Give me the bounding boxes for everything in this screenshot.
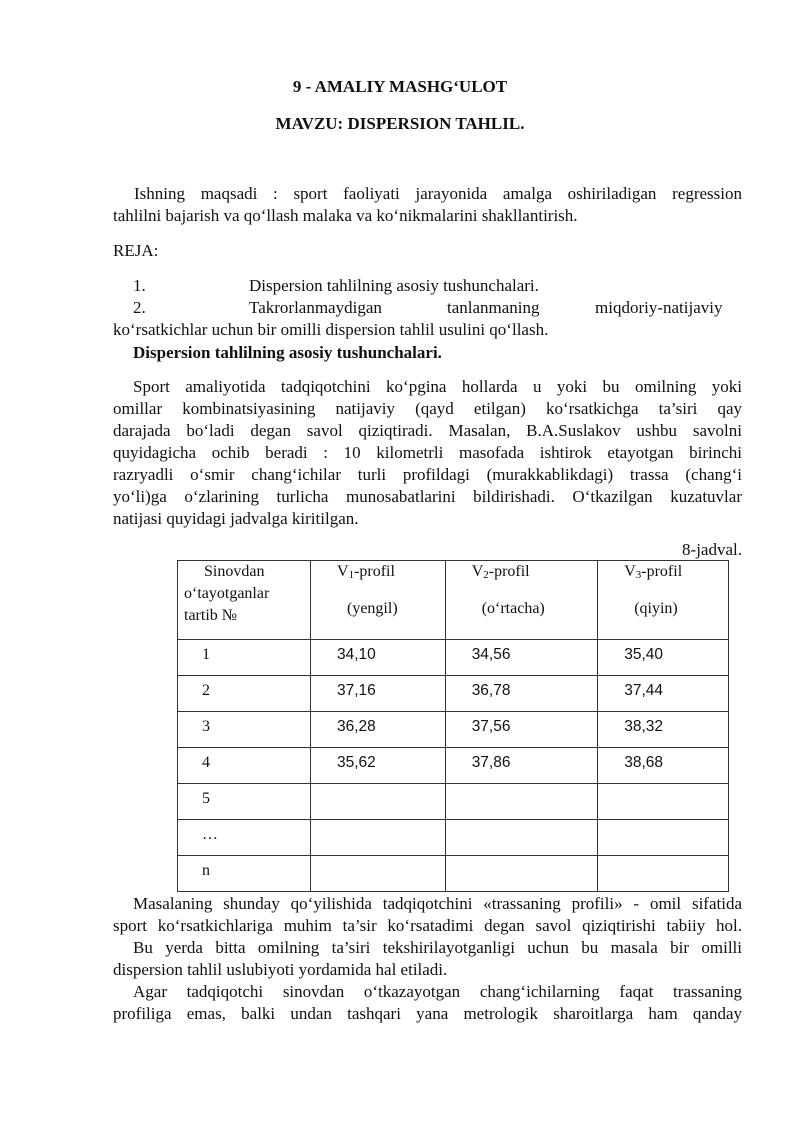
table-row bbox=[178, 712, 729, 748]
table-row bbox=[178, 856, 729, 892]
paragraph-line: natijasi quyidagi jadvalga kiritilgan. bbox=[113, 509, 359, 528]
paragraph-line: yo‘li)ga o‘zlarining turlicha munosabatlarini bildirishadi. O‘tkazilgan kuzatuvlar bbox=[113, 487, 742, 506]
table-cell bbox=[445, 820, 598, 856]
plan-item-2-word-2: tanlanmaning bbox=[447, 298, 540, 317]
table-row bbox=[178, 784, 729, 820]
paragraph-line: sport ko‘rsatkichlariga muhim ta’sir ko‘rsatadimi degan savol qiziqtirishi tabiiy hol. bbox=[113, 916, 742, 935]
table-cell: 34,10 bbox=[311, 640, 446, 676]
table-cell: 37,56 bbox=[445, 712, 598, 748]
header-line: tartib № bbox=[184, 607, 238, 624]
table-cell bbox=[311, 784, 446, 820]
table-cell: n bbox=[178, 856, 311, 892]
paragraph-line: Bu yerda bitta omilning ta’siri tekshirilayotganligi uchun bu masala bir omilli bbox=[133, 938, 742, 957]
table-cell bbox=[598, 820, 729, 856]
paragraph-line: dispersion tahlil uslubiyoti yordamida hal etiladi. bbox=[113, 960, 448, 979]
table-row bbox=[178, 640, 729, 676]
header-rest: -profil bbox=[488, 563, 530, 580]
plan-item-2-word-1: Takrorlanmaydigan bbox=[249, 298, 382, 317]
paragraph-line: razryadli o‘smir chang‘ichilar turli profildagi (murakkablikdagi) trassa (chang‘i bbox=[113, 465, 742, 484]
table-cell bbox=[598, 784, 729, 820]
plan-item-1-number: 1. bbox=[133, 276, 146, 295]
table-caption: 8-jadval. bbox=[682, 540, 742, 559]
table-cell: 4 bbox=[178, 748, 311, 784]
paragraph-line: profiliga emas, balki undan tashqari yana metrologik sharoitlarga ham qanday bbox=[113, 1004, 742, 1023]
header-v: V bbox=[471, 563, 484, 580]
header-rest: -profil bbox=[641, 563, 683, 580]
paragraph-line: omillar kombinatsiyasining natijaviy (qayd etilgan) ko‘rsatkichga ta’siri qay bbox=[113, 399, 742, 418]
table-cell bbox=[445, 784, 598, 820]
header-rest: -profil bbox=[354, 563, 395, 580]
table-cell: 3 bbox=[178, 712, 311, 748]
table-cell: 36,78 bbox=[445, 676, 598, 712]
table-cell: 36,28 bbox=[311, 712, 446, 748]
paragraph-line: Sport amaliyotida tadqiqotchini ko‘pgina hollarda u yoki bu omilning yoki bbox=[133, 377, 742, 396]
table-cell: 37,86 bbox=[445, 748, 598, 784]
intro-line-1: Ishning maqsadi : sport faoliyati jarayonida amalga oshiriladigan regression bbox=[134, 184, 742, 203]
paragraph-line: quyidagicha ochib beradi : 10 kilometrli masofada ishtirok etayotgan birinchi bbox=[113, 443, 742, 462]
table-header-cell bbox=[445, 561, 598, 640]
paragraph-line: Masalaning shunday qo‘yilishida tadqiqotchini «trassaning profili» - omil sifatida bbox=[133, 894, 742, 913]
table-cell: 38,32 bbox=[598, 712, 729, 748]
table-cell bbox=[445, 856, 598, 892]
table-cell: 37,16 bbox=[311, 676, 446, 712]
table-cell: 37,44 bbox=[598, 676, 729, 712]
table-cell: 35,62 bbox=[311, 748, 446, 784]
header-v: V bbox=[624, 563, 636, 580]
header-paren: (o‘rtacha) bbox=[481, 600, 545, 617]
header-subscript: 2 bbox=[483, 569, 489, 581]
page-subtitle: MAVZU: DISPERSION TAHLIL. bbox=[275, 114, 525, 133]
table-cell: 1 bbox=[178, 640, 311, 676]
table-row bbox=[178, 676, 729, 712]
header-paren: (qiyin) bbox=[634, 600, 678, 617]
table-cell bbox=[598, 856, 729, 892]
table-cell: 5 bbox=[178, 784, 311, 820]
table-cell: 35,40 bbox=[598, 640, 729, 676]
table-header-cell bbox=[598, 561, 729, 640]
section-heading: Dispersion tahlilning asosiy tushunchalari. bbox=[133, 343, 442, 362]
table-header-row bbox=[178, 561, 729, 640]
table-row bbox=[178, 748, 729, 784]
header-subscript: 1 bbox=[348, 569, 355, 581]
intro-line-2: tahlilni bajarish va qo‘llash malaka va ko‘nikmalarini shakllantirish. bbox=[113, 206, 578, 225]
header-paren: (yengil) bbox=[347, 600, 398, 617]
table-cell: 38,68 bbox=[598, 748, 729, 784]
plan-item-2-number: 2. bbox=[133, 298, 146, 317]
plan-item-2-word-3: miqdoriy-natijaviy bbox=[595, 298, 723, 317]
data-table bbox=[177, 560, 729, 892]
header-line: o‘tayotganlar bbox=[184, 585, 270, 602]
plan-item-1-text: Dispersion tahlilning asosiy tushunchalari. bbox=[249, 276, 539, 295]
table-cell: … bbox=[178, 820, 311, 856]
table-header-cell bbox=[311, 561, 446, 640]
header-subscript: 3 bbox=[635, 569, 642, 581]
header-line: Sinovdan bbox=[204, 563, 265, 580]
table-cell bbox=[311, 856, 446, 892]
paragraph-line: Agar tadqiqotchi sinovdan o‘tkazayotgan chang‘ichilarning faqat trassaning bbox=[133, 982, 742, 1001]
table-header-cell bbox=[178, 561, 311, 640]
table-row bbox=[178, 820, 729, 856]
plan-label: REJA: bbox=[113, 241, 159, 260]
table-cell: 2 bbox=[178, 676, 311, 712]
paragraph-line: darajada bo‘ladi degan savol qiziqtiradi. Masalan, B.A.Suslakov ushbu savolni bbox=[113, 421, 742, 440]
table-cell: 34,56 bbox=[445, 640, 598, 676]
page-title: 9 - AMALIY MASHG‘ULOT bbox=[292, 77, 508, 96]
plan-item-2-continuation: ko‘rsatkichlar uchun bir omilli dispersion tahlil usulini qo‘llash. bbox=[113, 320, 549, 339]
table-cell bbox=[311, 820, 446, 856]
header-v: V bbox=[337, 563, 349, 580]
